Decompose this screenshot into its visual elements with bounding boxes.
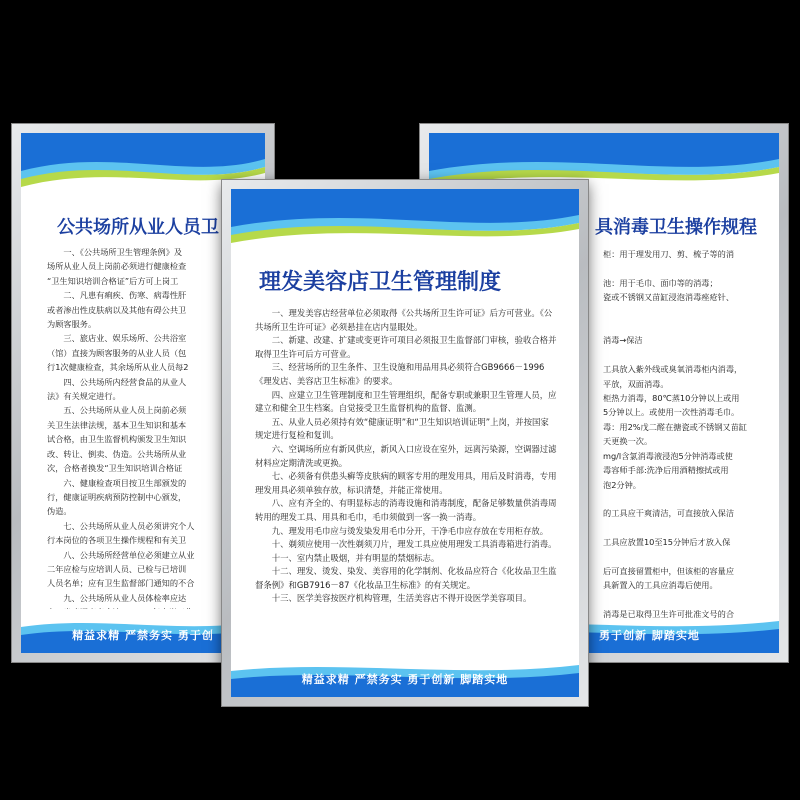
- paragraph: 法》有关规定进行。: [47, 391, 121, 402]
- paragraph: 场所从业人员上岗前必须进行健康检查: [47, 261, 187, 272]
- paragraph: [603, 521, 771, 535]
- paragraph: [603, 550, 771, 564]
- paragraph: 柜：用于理发用刀、剪、梳子等的消: [603, 249, 735, 259]
- paragraph: 行本岗位的各项卫生操作规程和有关卫: [47, 535, 187, 546]
- paragraph: 九、理发用毛巾应与烫发染发用毛巾分开，干净毛巾应存放在专用柜存放。: [255, 525, 549, 536]
- paragraph: [603, 305, 771, 319]
- paragraph: 毒：用2%戊二醛在搪瓷或不锈钢又苗缸: [603, 421, 747, 432]
- paragraph: 九、公共场所从业人员体检率应达: [47, 592, 187, 603]
- board-title: 公共场所从业人员卫: [57, 217, 219, 238]
- board-slogan: 精益求精 严禁务实 勇于创: [72, 629, 214, 642]
- paragraph: 试合格，由卫生监督机构颁发卫生知识: [47, 434, 187, 445]
- paragraph: 天更换一次。: [603, 436, 653, 447]
- paragraph: 一、《公共场所卫生管理条例》及: [47, 247, 183, 257]
- paragraph: 二、新建、改建、扩建或变更许可项目必须报卫生监督部门审核，验收合格并取得卫生许可后方可营业。: [255, 335, 557, 359]
- paragraph: 七、公共场所从业人员必须讲究个人: [47, 520, 195, 531]
- paragraph: 平放，双面消毒。: [603, 378, 669, 389]
- paragraph: （馆）直接为顾客服务的从业人员（包: [47, 347, 187, 358]
- paragraph: “卫生知识培训合格证”后方可上岗工: [47, 275, 179, 286]
- board-text: [603, 247, 771, 619]
- board-slogan: 勇于创新 脚踏实地: [599, 629, 700, 642]
- paragraph: 后可直接留置柜中，但该柜的容量应: [603, 565, 735, 576]
- paragraph: 工具放入紫外线或臭氧消毒柜内消毒，: [603, 364, 743, 375]
- paragraph: 瓷或不锈钢又苗缸浸泡消毒痤疮针、: [603, 292, 735, 303]
- board-title: 具消毒卫生操作规程: [595, 217, 757, 238]
- paragraph: 具新置入的工具应消毒后使用。: [603, 580, 718, 591]
- paragraph: 关卫生法律法规，基本卫生知识和基本: [47, 419, 187, 430]
- header-wave-graphic: [231, 189, 579, 251]
- paragraph: 次，合格者换发“卫生知识培训合格证: [47, 463, 183, 474]
- paragraph: 四、公共场所内经营食品的从业人: [47, 376, 187, 387]
- paragraph: 消毒是已取得卫生许可批准文号的合: [603, 609, 735, 619]
- paragraph: 十、剃须应使用一次性剃须刀片，理发工具应使用理发工具消毒箱进行消毒。: [255, 539, 557, 550]
- paragraph: 一、理发美容店经营单位必须取得《公共场所卫生许可证》后方可营业。《公共场所卫生许可证》必须悬挂在店内显眼处。: [255, 308, 553, 332]
- paragraph: 柜热力消毒，80℃蒸10分钟以上或用: [603, 393, 740, 404]
- paragraph: [603, 492, 771, 506]
- paragraph: 二年应检与应培训人员、已检与已培训: [47, 563, 187, 574]
- paragraph: mg/l含氯消毒液浸泡5分钟消毒或使: [603, 450, 733, 461]
- board-title: 理发美容店卫生管理制度: [259, 270, 502, 295]
- paragraph: 或者渗出性皮肤病以及其他有碍公共卫: [47, 304, 187, 315]
- paragraph: 的工具应干爽清洁，可直接放入保洁: [603, 508, 735, 519]
- paragraph: 十二、理发、烫发、染发、美容用的化学制剂、化妆品应符合《化妆品卫生监督条例》和GB7916－87《化妆品卫生标准》的有关规定。: [255, 566, 557, 590]
- center-sign-board: [222, 180, 588, 706]
- paragraph: [603, 593, 771, 607]
- paragraph: 为顾客服务。: [47, 319, 97, 330]
- paragraph: 三、旅店业、娱乐场所、公共浴室: [47, 333, 187, 344]
- paragraph: 八、应有齐全的、有明显标志的消毒设施和消毒制度，配备足够数量供消毒周转用的理发工具、用具和毛巾，毛巾须做到一客一换一消毒。: [255, 498, 557, 522]
- paragraph: 七、必须备有供患头癣等皮肤病的顾客专用的理发用具，用后及时消毒，专用理发用具必须单独存放，标识清楚，并能正常使用。: [255, 471, 557, 495]
- paragraph: 池：用于毛巾、面巾等的消毒；: [603, 277, 718, 288]
- paragraph: [603, 319, 771, 333]
- paragraph: [603, 261, 771, 275]
- paragraph: 行1次健康检查，其余场所从业人员每2: [47, 362, 189, 373]
- paragraph: 5分钟以上。或使用一次性消毒毛巾。: [603, 407, 740, 418]
- paragraph: [603, 348, 771, 362]
- paragraph: 十三、医学美容按医疗机构管理，生活美容店不得开设医学美容项目。: [255, 593, 532, 604]
- paragraph: 十一、室内禁止吸烟，并有明显的禁烟标志。: [255, 552, 440, 563]
- paragraph: 八、公共场所经营单位必须建立从业: [47, 549, 195, 560]
- paragraph: 四、应建立卫生管理制度和卫生管理组织，配备专职或兼职卫生管理人员，应建立和健全卫生档案。自觉接受卫生监督机构的监督、监测。: [255, 389, 557, 414]
- paragraph: 三、经营场所的卫生条件、卫生设施和用品用具必须符合GB9666－1996《理发店、美容店卫生标准》的要求。: [255, 362, 545, 386]
- paragraph: 伪造。: [47, 506, 72, 517]
- paragraph: 六、健康检查项目按卫生部颁发的: [47, 477, 187, 488]
- paragraph: 毒容师手部:洗净后用酒精擦拭或用: [603, 465, 729, 476]
- paragraph: 工具应放置10至15分钟后才放入保: [603, 537, 731, 548]
- paragraph: 消毒→保洁: [603, 335, 643, 346]
- paragraph: 人员名单；应有卫生监督部门通知的不合: [47, 578, 195, 589]
- paragraph: 二、凡患有痢疾、伤寒、病毒性肝: [47, 290, 187, 301]
- board-slogan: 精益求精 严禁务实 勇于创新 脚踏实地: [301, 673, 509, 686]
- board-text: [255, 307, 557, 667]
- paragraph: 六、空调场所应有新风供应，新风入口应设在室外，远离污染源，空调器过滤材料应定期清洗或更换。: [255, 443, 557, 468]
- paragraph: 五、从业人员必须持有效“健康证明”和“卫生知识培训证明”上岗，并按国家规定进行复检和复训。: [255, 416, 549, 441]
- paragraph: 行，健康证明疾病预防控制中心颁发，: [47, 491, 187, 502]
- paragraph: 改、转让、倒卖、伪造。公共场所从业: [47, 448, 187, 459]
- paragraph: 泡2分钟。: [603, 479, 641, 490]
- paragraph: 五、公共场所从业人员上岗前必须: [47, 405, 187, 416]
- center-sign-face: [231, 189, 579, 697]
